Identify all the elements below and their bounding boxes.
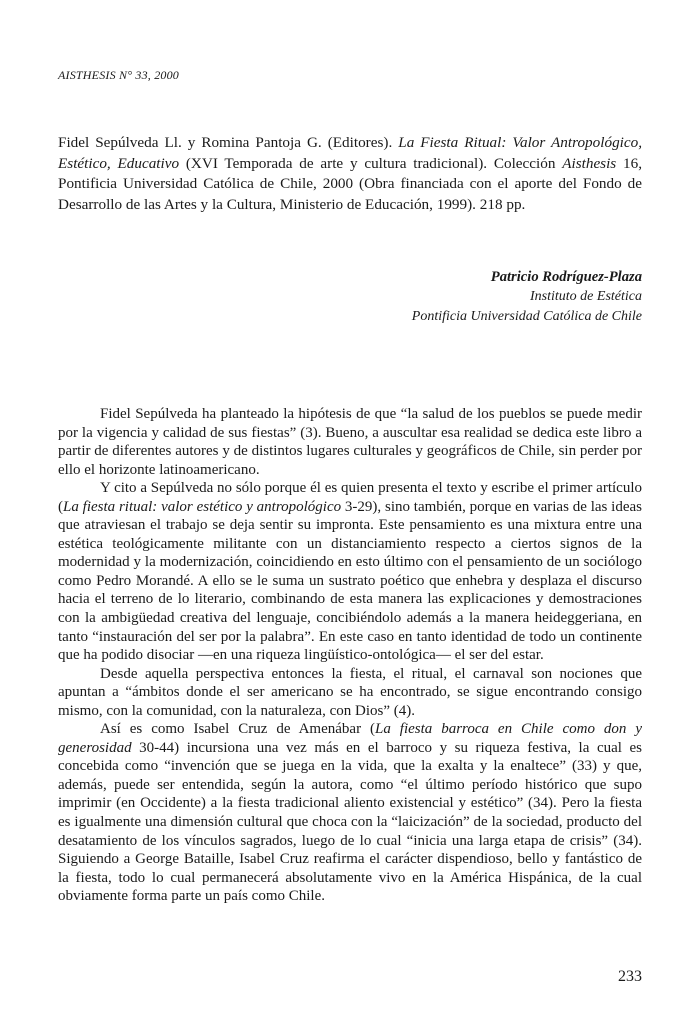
author-institute: Instituto de Estética (530, 289, 642, 304)
author-name: Patricio Rodríguez-Plaza (490, 269, 642, 285)
paragraph-text: Así es como Isabel Cruz de Amenábar ( (100, 721, 375, 738)
article-title: La fiesta barroca en Chile como don y generosidad (58, 721, 642, 756)
paragraph (58, 720, 642, 905)
paragraph (58, 479, 642, 664)
page-number: 233 (618, 968, 642, 985)
paragraph-text: 3-29), sino también, porque en varias de las ideas que atraviesan el trabajo se deja sentir su impronta. Este pensamiento es una mixtura entre una estética teológicamente militante con un distanciamiento respecto a ciertos signos de la modernidad y la modernización, coincidiendo en esto último con el pensamiento de un sociólogo como Pedro Morandé. A ello se le suma un sustrato poético que enhebra y desplaza el discurso hacia el terreno de lo literario, combinando de esta manera las explicaciones y demostraciones con la ambigüedad creativa del lenguaje, concibiéndolo además a la manera heideggeriana, en tanto “instauración del ser por la palabra”. En este caso en tanto identidad de todo un continente que ha podido disociar —en una riqueza lingüístico-ontológica— el ser del estar. (58, 498, 642, 664)
citation-text: (XVI Temporada de arte y cultura tradicional). Colección (179, 154, 563, 172)
book-citation (58, 133, 642, 215)
review-body (58, 405, 642, 906)
paragraph: Fidel Sepúlveda ha planteado la hipótesis de que “la salud de los pueblos se puede medir por la vigencia y calidad de sus fiestas” (3). Bueno, a auscultar esa realidad se dedica este libro a partir de diferentes autores y de distintos lugares culturales y geográficos de Chile, sin perder por ello el horizonte latinoamericano. (58, 406, 642, 478)
citation-text: Fidel Sepúlveda Ll. y Romina Pantoja G. (Editores). (58, 134, 399, 151)
author-block (322, 267, 642, 327)
book-title: La Fiesta Ritual: Valor Antropológico, Estético, Educativo (58, 134, 643, 172)
citation-text: 16, Pontificia Universidad Católica de Chile, 2000 (Obra financiada con el aporte del Fondo de Desarrollo de las Artes y la Cultura, Ministerio de Educación, 1999). 218 pp. (58, 154, 643, 213)
paragraph: Desde aquella perspectiva entonces la fiesta, el ritual, el carnaval son nociones que apuntan a “ámbitos donde el ser americano se ha encontrado, se sigue encontrando consigo mismo, con la comunidad, con la naturaleza, con Dios” (4). (58, 665, 642, 719)
paragraph-text: Y cito a Sepúlveda no sólo porque él es quien presenta el texto y escribe el primer artículo ( (58, 480, 642, 515)
running-header: AISTHESIS N° 33, 2000 (58, 68, 179, 82)
paragraph-text: 30-44) incursiona una vez más en el barroco y su riqueza festiva, la cual es concebida como “invención que se juega en la vida, que la exalta y la enaltece” (33) y que, además, puede ser entendida, según la autora, como “el último período histórico que supo imprimir (en Occidente) a la fiesta tradicional aliento existencial y estético” (34). Pero la fiesta es igualmente una dimensión cultural que choca con la “laicización” de la sociedad, producto del desatamiento de los vínculos sagrados, luego de lo cual “inicia una larga etapa de crisis” (34). Siguiendo a George Bataille, Isabel Cruz reafirma el carácter dispendioso, bello y fantástico de la fiesta, todo lo cual permanecerá absolutamente vivo en la América Hispánica, de la cual obviamente forma parte un país como Chile. (58, 739, 642, 905)
collection-name: Aisthesis (562, 154, 617, 172)
author-university: Pontificia Universidad Católica de Chile (411, 309, 642, 324)
article-title: La fiesta ritual: valor estético y antropológico (63, 498, 342, 515)
